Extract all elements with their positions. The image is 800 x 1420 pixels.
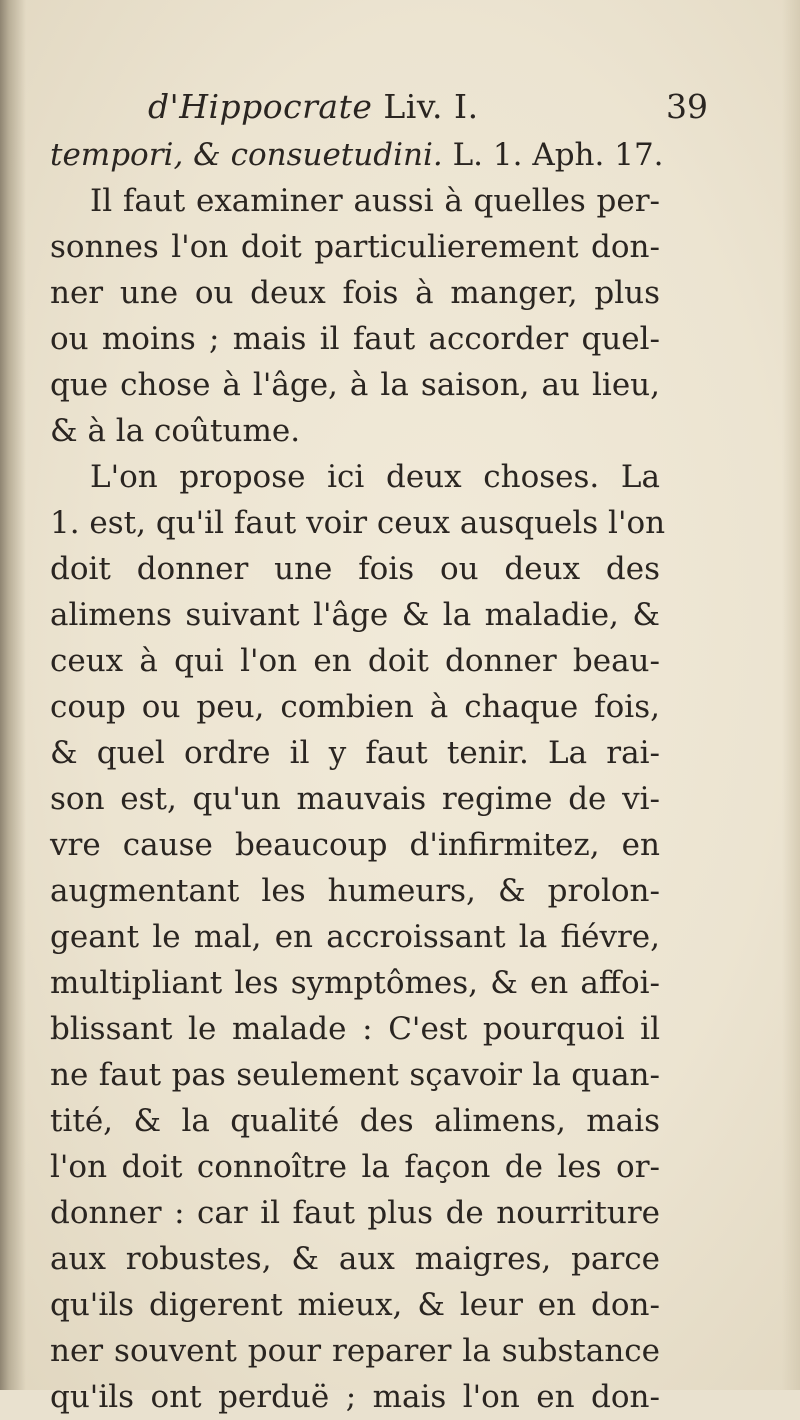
text-line: qu'ils ont perduë ; mais l'on en don- xyxy=(50,1379,660,1415)
text-line: & quel ordre il y faut tenir. La rai- xyxy=(50,735,660,771)
text-line: multipliant les symptômes, & en affoi- xyxy=(50,965,660,1001)
text-line: l'on doit connoître la façon de les or- xyxy=(50,1149,660,1185)
text-line: que chose à l'âge, à la saison, au lieu, xyxy=(50,367,660,403)
running-title-italic: d'Hippocrate xyxy=(148,87,373,126)
text-line: doit donner une fois ou deux des xyxy=(50,551,660,587)
page-number: 39 xyxy=(666,87,708,126)
text-line: L'on propose ici deux choses. La xyxy=(90,459,660,495)
text-line: ou moins ; mais il faut accorder quel- xyxy=(50,321,660,357)
text-line: ner une ou deux fois à manger, plus xyxy=(50,275,660,311)
text-line: ne faut pas seulement sçavoir la quan- xyxy=(50,1057,660,1093)
text-line: coup ou peu, combien à chaque fois, xyxy=(50,689,660,725)
text-line: alimens suivant l'âge & la maladie, & xyxy=(50,597,660,633)
binding-gutter-shadow xyxy=(0,0,26,1390)
text-line: ceux à qui l'on en doit donner beau- xyxy=(50,643,660,679)
text-line: Il faut examiner aussi à quelles per- xyxy=(90,183,660,219)
text-line: blissant le malade : C'est pourquoi il xyxy=(50,1011,660,1047)
text-line: & à la coûtume. xyxy=(50,413,301,449)
text-line: sonnes l'on doit particulierement don- xyxy=(50,229,660,265)
text-line: 1. est, qu'il faut voir ceux ausquels l'on xyxy=(50,505,666,541)
text-line: augmentant les humeurs, & prolon- xyxy=(50,873,660,909)
running-header xyxy=(148,82,708,132)
text-line: aux robustes, & aux maigres, parce xyxy=(50,1241,660,1277)
text-line: donner : car il faut plus de nourriture xyxy=(50,1195,660,1231)
text-line: tité, & la qualité des alimens, mais xyxy=(50,1103,660,1139)
text-line: son est, qu'un mauvais regime de vi- xyxy=(50,781,660,817)
text-line: qu'ils digerent mieux, & leur en don- xyxy=(50,1287,660,1323)
latin-quotation: tempori, & consuetudini. xyxy=(50,137,443,173)
text-line-reference xyxy=(50,132,664,178)
running-title-book: Liv. I. xyxy=(372,87,479,126)
text-line: vre cause beaucoup d'infirmitez, en xyxy=(50,827,660,863)
aphorism-reference: L. 1. Aph. 17. xyxy=(442,137,664,173)
text-line: geant le mal, en accroissant la fiévre, xyxy=(50,919,660,955)
body-text xyxy=(50,132,666,1420)
running-title xyxy=(148,82,479,132)
page-edge-shading xyxy=(782,0,800,1390)
text-line: ner souvent pour reparer la substance xyxy=(50,1333,660,1369)
